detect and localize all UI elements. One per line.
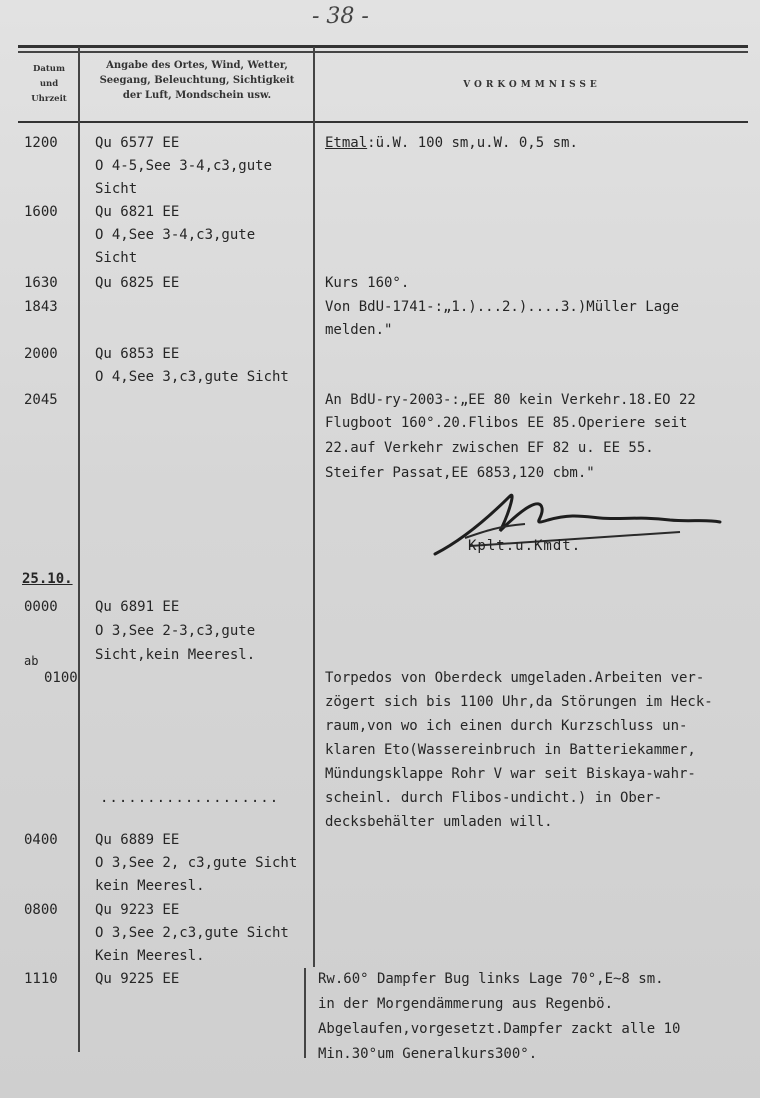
entry-time: 0100 (44, 670, 78, 686)
etmal-label: Etmal (325, 135, 368, 151)
entry-event: Rw.60° Dampfer Bug links Lage 70°,E~8 sm. (318, 971, 664, 987)
entry-time: 0400 (24, 832, 58, 848)
column-divider-ort (313, 47, 315, 967)
entry-event: Abgelaufen,vorgesetzt.Dampfer zackt alle 10 (318, 1021, 681, 1037)
entry-event: Min.30°um Generalkurs300°. (318, 1046, 538, 1062)
entry-event: Steifer Passat,EE 6853,120 cbm." (325, 465, 595, 481)
entry-weather: O 4-5,See 3-4,c3,gute (95, 158, 273, 174)
etmal-text: :ü.W. 100 sm,u.W. 0,5 sm. (367, 135, 578, 151)
page-number: - 38 - (312, 4, 369, 29)
entry-event (325, 132, 578, 155)
entry-position: Qu 6853 EE (95, 346, 180, 362)
entry-position: Qu 9225 EE (95, 971, 180, 987)
top-rule-second (18, 51, 748, 53)
entry-time: 1600 (24, 204, 58, 220)
entry-position: Qu 6889 EE (95, 832, 180, 848)
entry-position: Qu 6891 EE (95, 599, 180, 615)
date-heading: 25.10. (22, 571, 73, 587)
entry-time: 1630 (24, 275, 58, 291)
entry-time: 0000 (24, 599, 58, 615)
entry-event: Von BdU-1741-:„1.)...2.)....3.)Müller Lage (325, 299, 680, 315)
entry-time: 2000 (24, 346, 58, 362)
column-divider-datum (78, 47, 80, 1052)
entry-prefix: ab (24, 654, 39, 668)
entry-visibility: Sicht (95, 250, 138, 266)
entry-time: 0800 (24, 902, 58, 918)
entry-visibility: Kein Meeresl. (95, 948, 205, 964)
entry-event: klaren Eto(Wassereinbruch in Batteriekammer, (325, 742, 696, 758)
signature-title: Kplt.u.Kmdt. (468, 538, 582, 554)
entry-visibility: kein Meeresl. (95, 878, 205, 894)
entry-event: An BdU-ry-2003-:„EE 80 kein Verkehr.18.EO 22 (325, 392, 696, 408)
entry-time: 1110 (24, 971, 58, 987)
entry-event: Kurs 160°. (325, 275, 410, 291)
entry-weather: O 4,See 3,c3,gute Sicht (95, 369, 289, 385)
entry-position: Qu 6577 EE (95, 135, 180, 151)
entry-event: in der Morgendämmerung aus Regenbö. (318, 996, 614, 1012)
dotted-leader: ................... (100, 790, 280, 806)
entry-event: raum,von wo ich einen durch Kurzschluss un- (325, 718, 688, 734)
entry-position: Qu 6821 EE (95, 204, 180, 220)
entry-weather: O 3,See 2, c3,gute Sicht (95, 855, 298, 871)
entry-time: 1843 (24, 299, 58, 315)
entry-visibility: Sicht,kein Meeresl. (95, 647, 256, 663)
entry-event: scheinl. durch Flibos-undicht.) in Ober- (325, 790, 663, 806)
header-vorkommnisse: VORKOMMNISSE (463, 80, 601, 90)
entry-event: Mündungsklappe Rohr V war seit Biskaya-wahr- (325, 766, 696, 782)
column-divider-ort-lower (304, 968, 306, 1058)
entry-weather: O 3,See 2-3,c3,gute (95, 623, 256, 639)
header-ort: Angabe des Ortes, Wind, Wetter, Seegang, Beleuchtung, Sichtigkeit der Luft, Mondschein usw. (99, 60, 295, 101)
entry-event: Flugboot 160°.20.Flibos EE 85.Operiere seit (325, 415, 688, 431)
entry-time: 1200 (24, 135, 58, 151)
entry-visibility: Sicht (95, 181, 138, 197)
entry-event: decksbehälter umladen will. (325, 814, 553, 830)
entry-event: 22.auf Verkehr zwischen EF 82 u. EE 55. (325, 440, 654, 456)
entry-weather: O 3,See 2,c3,gute Sicht (95, 925, 289, 941)
commander-signature-icon (430, 486, 730, 566)
entry-event: Torpedos von Oberdeck umgeladen.Arbeiten ver- (325, 670, 705, 686)
entry-time: 2045 (24, 392, 58, 408)
entry-event: zögert sich bis 1100 Uhr,da Störungen im Heck- (325, 694, 713, 710)
header-datum: Datum und Uhrzeit (31, 64, 67, 104)
entry-weather: O 4,See 3-4,c3,gute (95, 227, 256, 243)
header-rule (18, 121, 748, 123)
entry-position: Qu 6825 EE (95, 275, 180, 291)
entry-position: Qu 9223 EE (95, 902, 180, 918)
top-rule (18, 45, 748, 48)
entry-event: melden." (325, 322, 393, 338)
